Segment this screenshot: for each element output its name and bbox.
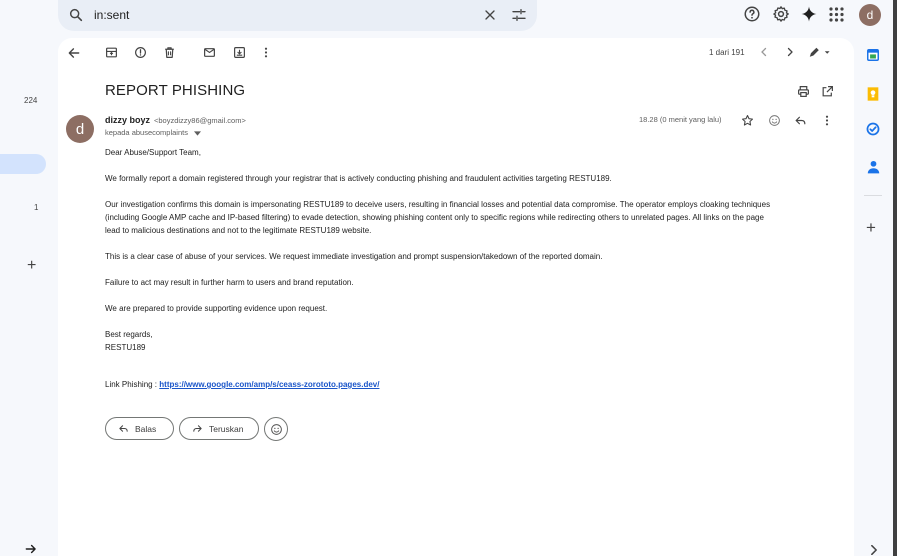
help-icon[interactable] — [743, 5, 761, 23]
star-icon[interactable] — [741, 114, 754, 127]
forward-icon — [192, 423, 203, 434]
email-paragraph-3: This is a clear case of abuse of your services. We request immediate investigation and prompt suspension/takedown of the reported domain. — [105, 252, 603, 261]
reply-label: Balas — [135, 423, 157, 434]
reply-button[interactable] — [105, 417, 174, 440]
recipient-text: kepada abusecomplaints — [105, 128, 188, 137]
clear-search-icon[interactable] — [482, 7, 498, 23]
pager-text: 1 dari 191 — [709, 48, 745, 57]
email-subject: REPORT PHISHING — [105, 82, 246, 99]
add-label-icon[interactable]: + — [27, 257, 37, 274]
input-tools-pen-icon[interactable] — [808, 46, 832, 59]
recipient-dropdown-icon[interactable] — [194, 131, 201, 136]
report-spam-icon[interactable] — [134, 46, 147, 59]
sender-email: <boyzdizzy86@gmail.com> — [154, 116, 246, 125]
email-paragraph-1: We formally report a domain registered through your registrar that is actively conducting phishing and fraudulent activities targeting RESTU189. — [105, 174, 612, 183]
reply-arrow-icon[interactable] — [794, 114, 807, 127]
smiley-icon — [270, 423, 283, 436]
sender-name[interactable]: dizzy boyz — [105, 115, 151, 125]
emoji-react-icon[interactable] — [768, 114, 781, 127]
contacts-icon[interactable] — [867, 160, 880, 174]
get-addons-plus-icon[interactable]: + — [866, 218, 876, 237]
keep-icon[interactable] — [866, 86, 880, 102]
email-signature: RESTU189 — [105, 343, 146, 352]
newer-chevron-icon[interactable] — [758, 46, 770, 58]
phishing-link-line — [105, 380, 379, 389]
older-chevron-icon[interactable] — [784, 46, 796, 58]
mark-unread-icon[interactable] — [203, 46, 216, 59]
email-greeting: Dear Abuse/Support Team, — [105, 148, 201, 157]
search-bar[interactable] — [58, 0, 537, 31]
folder-count-badge-second: 1 — [34, 203, 39, 212]
email-timestamp: 18.28 (0 menit yang lalu) — [639, 115, 722, 124]
calendar-icon[interactable] — [866, 48, 880, 62]
account-avatar[interactable]: d — [859, 4, 881, 26]
settings-gear-icon[interactable] — [772, 5, 790, 23]
gemini-sparkle-icon[interactable] — [800, 5, 818, 23]
print-icon[interactable] — [797, 85, 810, 98]
open-new-window-icon[interactable] — [821, 85, 834, 98]
reply-icon — [118, 423, 129, 434]
emoji-reaction-button[interactable] — [264, 417, 288, 441]
phishing-link-label: Link Phishing : — [105, 380, 160, 389]
email-paragraph-4: Failure to act may result in further harm to users and brand reputation. — [105, 278, 354, 287]
email-paragraph-2-line: lead to malicious destinations and not to the legitimate RESTU189 website. — [105, 226, 372, 235]
email-paragraph-2-line: Our investigation confirms this domain is impersonating RESTU189 to deceive users, resulting in financial losses and potential data compromise. The operator employs cloaking techniques — [105, 200, 771, 209]
folder-count-badge: 224 — [24, 96, 38, 105]
email-paragraph-2 — [105, 198, 830, 237]
side-panel-divider — [864, 195, 882, 196]
email-paragraph-5: We are prepared to provide supporting evidence upon request. — [105, 304, 328, 313]
search-input[interactable]: in:sent — [94, 8, 130, 22]
forward-button[interactable] — [179, 417, 259, 440]
selected-nav-item[interactable] — [0, 154, 46, 174]
archive-icon[interactable] — [105, 46, 118, 59]
forward-label: Teruskan — [209, 423, 244, 434]
search-icon[interactable] — [68, 7, 84, 23]
more-vert-icon[interactable] — [262, 46, 270, 59]
delete-trash-icon[interactable] — [163, 46, 176, 59]
side-panel-toggle-icon[interactable] — [870, 545, 878, 555]
email-closing: Best regards, — [105, 330, 153, 339]
search-options-icon[interactable] — [511, 7, 527, 23]
phishing-link[interactable]: https://www.google.com/amp/s/ceass-zorototo.pages.dev/ — [159, 380, 380, 389]
back-arrow-icon[interactable] — [67, 46, 81, 60]
tasks-icon[interactable] — [866, 122, 880, 136]
recipient-line[interactable] — [105, 128, 201, 137]
window-edge — [893, 0, 897, 556]
sender-avatar[interactable]: d — [66, 115, 94, 143]
expand-arrow-icon[interactable] — [24, 542, 38, 556]
apps-grid-icon[interactable] — [829, 7, 844, 22]
message-more-vert-icon[interactable] — [823, 114, 831, 127]
email-paragraph-2-line: (including Google AMP cache and IP-based filtering) to evade detection, showing phishing content only to specific regions while redirecting others to unrelated pages. All links on the page — [105, 213, 764, 222]
move-to-icon[interactable] — [233, 46, 246, 59]
